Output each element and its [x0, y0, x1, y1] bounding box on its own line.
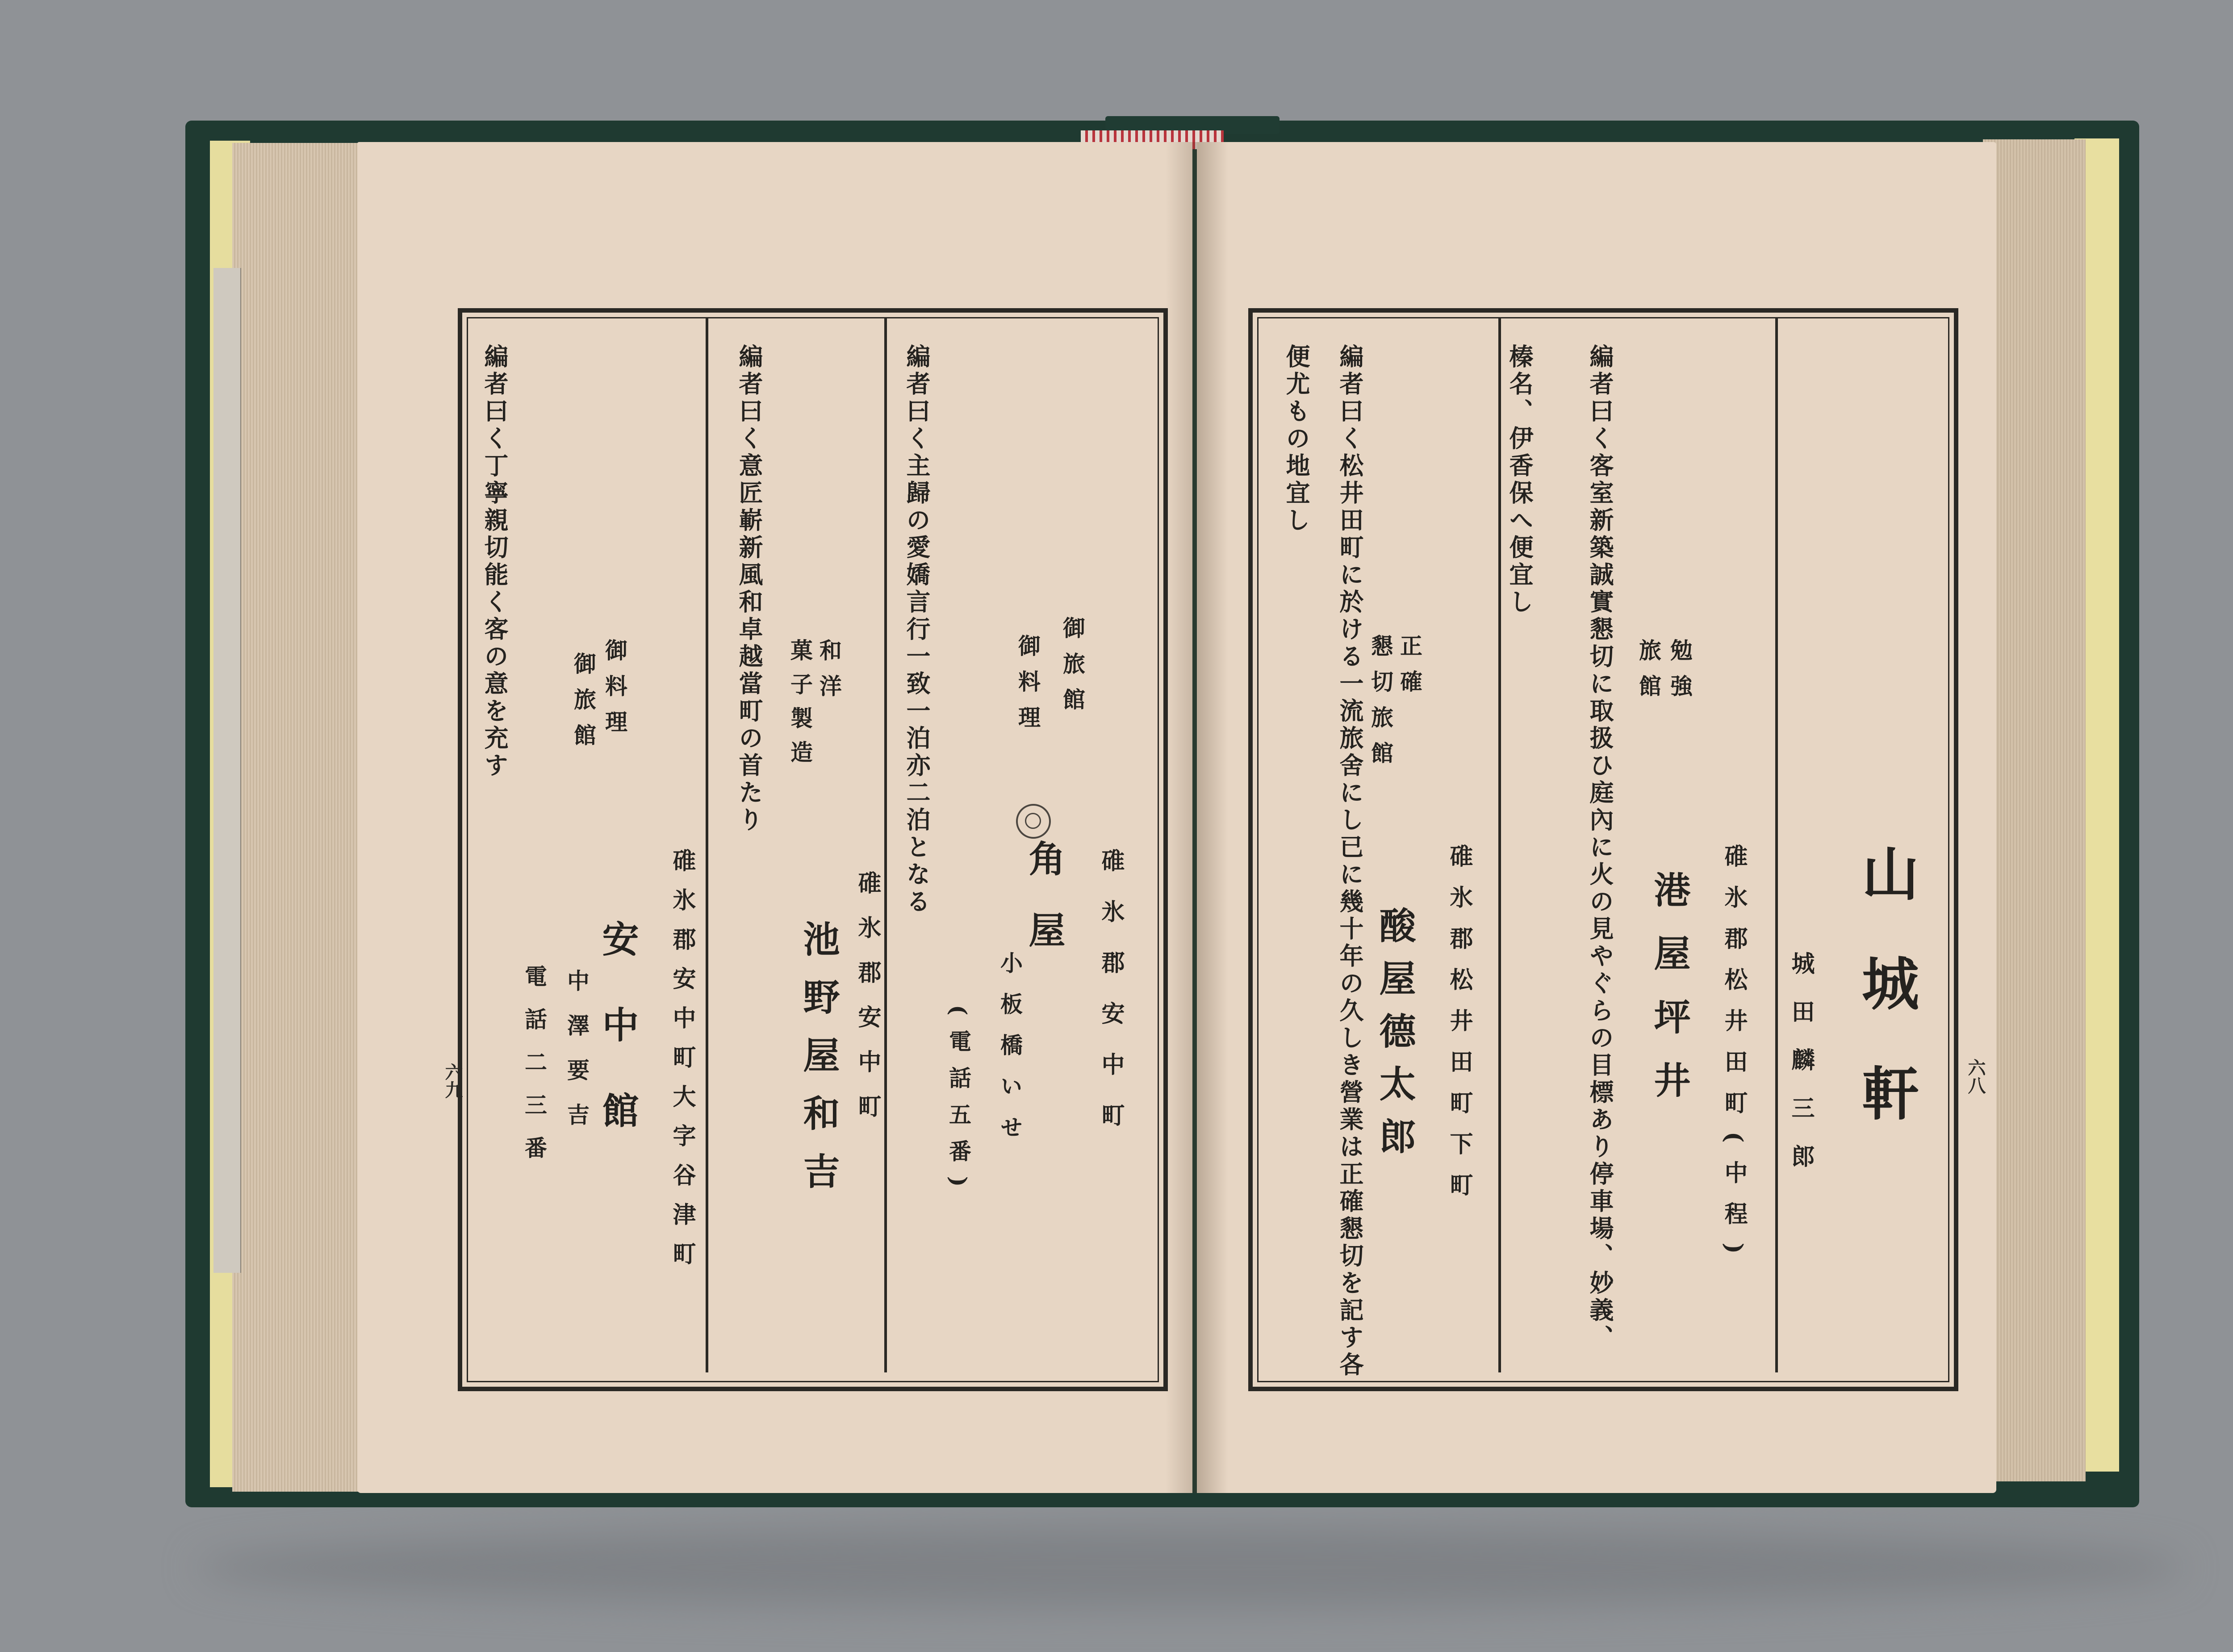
entry-divider: [884, 318, 887, 1372]
shop-address: 碓氷郡松井田町下町: [1446, 844, 1473, 1214]
entry-trade: 正確: [1397, 634, 1423, 706]
editor-note: 編者曰く主歸の愛嬌言行一致一泊亦二泊となる: [903, 344, 931, 916]
shop-address: 碓氷郡安中町: [854, 871, 881, 1139]
page-number: 六八: [1965, 1058, 1986, 1094]
left-page-edges: [232, 143, 366, 1492]
entry-divider: [1498, 318, 1501, 1372]
shop-address: 碓氷郡安中町: [1097, 849, 1125, 1154]
book-gutter: [1166, 142, 1228, 1493]
shop-phone: (電話五番): [945, 1005, 972, 1201]
editor-note: 編者曰く客室新築誠實懇切に取扱ひ庭內に火の見やぐらの目標あり停車場、妙義、: [1586, 344, 1614, 1352]
entry-trade: 菓子製造: [787, 639, 813, 774]
shop-name: 酸屋德太郎: [1373, 907, 1416, 1170]
entry-trade: 勉強: [1667, 639, 1693, 710]
featured-shop-title: 山城軒: [1852, 844, 1919, 1174]
shop-name: 池野屋和吉: [797, 920, 840, 1210]
editor-note: 編者曰く意匠嶄新風和卓越當町の首たり: [735, 344, 764, 834]
entry-divider: [1775, 318, 1778, 1372]
entry-trade: 懇切旅館: [1367, 634, 1394, 777]
shop-owner: 小板橋いせ: [997, 951, 1023, 1157]
editor-note: 編者曰く丁寧親切能く客の意を充す: [481, 344, 509, 780]
page-number: 六九: [442, 1063, 463, 1099]
table-shadow: [197, 1527, 2184, 1608]
entry-trade: 和洋: [816, 639, 842, 710]
shop-address: 碓氷郡松井田町(中程): [1720, 844, 1748, 1272]
shop-name: 角屋: [1023, 840, 1066, 983]
inserted-slip: [213, 268, 241, 1273]
shop-crest-icon: [1016, 804, 1051, 839]
editor-note-continued: 榛名、伊香保へ便宜し: [1505, 344, 1534, 616]
shop-owner: 中澤要吉: [564, 969, 590, 1148]
entry-trade: 御料理: [1015, 634, 1041, 741]
editor-note: 編者曰く松井田町に於ける一流旅舍にし已に幾十年の久しき營業は正確懇切を記す各: [1336, 344, 1364, 1379]
shop-phone: 電話二三番: [521, 965, 548, 1179]
right-page-edges: [1983, 139, 2086, 1481]
featured-shop-owner: 城田麟三郎: [1787, 951, 1815, 1192]
entry-trade: 御旅館: [570, 652, 597, 759]
entry-trade: 御料理: [602, 639, 628, 746]
shop-name: 港屋坪井: [1648, 871, 1691, 1125]
entry-divider: [706, 318, 708, 1372]
editor-note-continued: 便尤もの地宜し: [1282, 344, 1311, 535]
entry-trade: 旅館: [1635, 639, 1662, 710]
shop-name: 安中館: [596, 920, 639, 1177]
shop-address: 碓氷郡安中町大字谷津町: [669, 849, 696, 1281]
entry-trade: 御旅館: [1059, 616, 1086, 724]
